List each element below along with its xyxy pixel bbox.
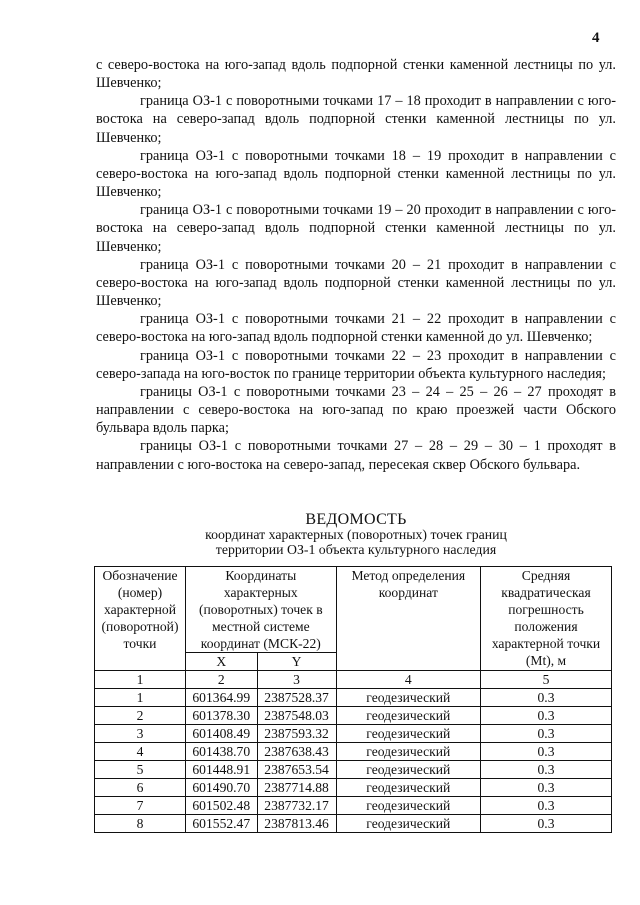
paragraph: граница ОЗ-1 с поворотными точками 22 – 23 проходит в направлении с северо-запада на юго-восток по границе территории объекта культурного наследия; bbox=[96, 347, 616, 382]
cell-y: 2387732.17 bbox=[257, 797, 336, 815]
cell-method: геодезический bbox=[336, 797, 480, 815]
paragraph: граница ОЗ-1 с поворотными точками 18 – 19 проходит в направлении с северо-востока на юго-запад вдоль подпорной стенки каменной лестницы по ул. Шевченко; bbox=[96, 147, 616, 201]
cell-error: 0.3 bbox=[481, 689, 612, 707]
cell-method: геодезический bbox=[336, 779, 480, 797]
table-row bbox=[95, 761, 612, 779]
table-row bbox=[95, 689, 612, 707]
cell-error: 0.3 bbox=[481, 815, 612, 833]
header-coordinates: Координаты характерных (поворотных) точек в местной системе координат (МСК-22) bbox=[186, 567, 337, 653]
cell-x: 601438.70 bbox=[186, 743, 258, 761]
header-x: X bbox=[186, 653, 258, 671]
body-text bbox=[96, 56, 616, 474]
paragraph: границы ОЗ-1 с поворотными точками 27 – 28 – 29 – 30 – 1 проходят в направлении с юго-востока на северо-запад, пересекая сквер Обского бульвара. bbox=[96, 438, 616, 473]
table-subtitle-line-1: координат характерных (поворотных) точек границ bbox=[205, 527, 507, 542]
table-title-block bbox=[96, 512, 616, 557]
table-row bbox=[95, 707, 612, 725]
paragraph: с северо-востока на юго-запад вдоль подпорной стенки каменной лестницы по ул. Шевченко; bbox=[96, 57, 616, 92]
cell-y: 2387653.54 bbox=[257, 761, 336, 779]
cell-point: 3 bbox=[95, 725, 186, 743]
cell-method: геодезический bbox=[336, 707, 480, 725]
cell-point: 8 bbox=[95, 815, 186, 833]
cell-method: геодезический bbox=[336, 815, 480, 833]
table-title: ВЕДОМОСТЬ bbox=[305, 511, 407, 528]
table-row bbox=[95, 779, 612, 797]
cell-x: 601448.91 bbox=[186, 761, 258, 779]
cell-x: 601364.99 bbox=[186, 689, 258, 707]
cell-method: геодезический bbox=[336, 743, 480, 761]
cell-method: геодезический bbox=[336, 761, 480, 779]
paragraph: граница ОЗ-1 с поворотными точками 20 – 21 проходит в направлении с северо-востока на юго-запад вдоль подпорной стенки каменной лестницы по ул. Шевченко; bbox=[96, 256, 616, 309]
page-number: 4 bbox=[592, 30, 600, 46]
paragraph: границы ОЗ-1 с поворотными точками 23 – 24 – 25 – 26 – 27 проходят в направлении с северо-востока на юго-запад по краю проезжей части Обского бульвара вдоль парка; bbox=[96, 384, 616, 437]
coordinates-table bbox=[94, 566, 612, 833]
cell-y: 2387813.46 bbox=[257, 815, 336, 833]
cell-method: геодезический bbox=[336, 725, 480, 743]
table-row bbox=[95, 743, 612, 761]
table-numbering-row bbox=[95, 671, 612, 689]
column-number: 2 bbox=[186, 671, 258, 689]
column-number: 3 bbox=[257, 671, 336, 689]
table-row bbox=[95, 797, 612, 815]
cell-point: 5 bbox=[95, 761, 186, 779]
cell-y: 2387548.03 bbox=[257, 707, 336, 725]
cell-y: 2387638.43 bbox=[257, 743, 336, 761]
cell-point: 4 bbox=[95, 743, 186, 761]
paragraph: граница ОЗ-1 с поворотными точками 19 – 20 проходит в направлении с юго-востока на северо-запад вдоль подпорной стенки каменной лестницы по ул. Шевченко; bbox=[96, 202, 616, 255]
cell-x: 601378.30 bbox=[186, 707, 258, 725]
cell-point: 7 bbox=[95, 797, 186, 815]
table-subtitle-line-2: территории ОЗ-1 объекта культурного наследия bbox=[215, 542, 497, 557]
column-number: 4 bbox=[336, 671, 480, 689]
header-point-designation: Обозначение (номер) характерной (поворотной) точки bbox=[95, 567, 186, 671]
cell-error: 0.3 bbox=[481, 725, 612, 743]
table-row bbox=[95, 725, 612, 743]
cell-y: 2387528.37 bbox=[257, 689, 336, 707]
column-number: 1 bbox=[95, 671, 186, 689]
cell-point: 6 bbox=[95, 779, 186, 797]
header-y: Y bbox=[257, 653, 336, 671]
paragraph: граница ОЗ-1 с поворотными точками 21 – 22 проходит в направлении с северо-востока на юго-запад вдоль подпорной стенки каменной до ул. Шевченко; bbox=[96, 311, 616, 346]
cell-y: 2387714.88 bbox=[257, 779, 336, 797]
cell-error: 0.3 bbox=[481, 761, 612, 779]
table-header-row bbox=[95, 567, 612, 653]
cell-x: 601408.49 bbox=[186, 725, 258, 743]
paragraph: граница ОЗ-1 с поворотными точками 17 – 18 проходит в направлении с юго-востока на северо-запад вдоль подпорной стенки каменной лестницы по ул. Шевченко; bbox=[96, 93, 616, 146]
cell-method: геодезический bbox=[336, 689, 480, 707]
cell-x: 601552.47 bbox=[186, 815, 258, 833]
cell-point: 1 bbox=[95, 689, 186, 707]
table-row bbox=[95, 815, 612, 833]
cell-error: 0.3 bbox=[481, 707, 612, 725]
cell-error: 0.3 bbox=[481, 797, 612, 815]
cell-point: 2 bbox=[95, 707, 186, 725]
header-error: Средняя квадратическая погрешность положения характерной точки (Mt), м bbox=[481, 567, 612, 671]
cell-error: 0.3 bbox=[481, 779, 612, 797]
cell-x: 601502.48 bbox=[186, 797, 258, 815]
cell-y: 2387593.32 bbox=[257, 725, 336, 743]
cell-x: 601490.70 bbox=[186, 779, 258, 797]
column-number: 5 bbox=[481, 671, 612, 689]
header-method: Метод определения координат bbox=[336, 567, 480, 671]
cell-error: 0.3 bbox=[481, 743, 612, 761]
